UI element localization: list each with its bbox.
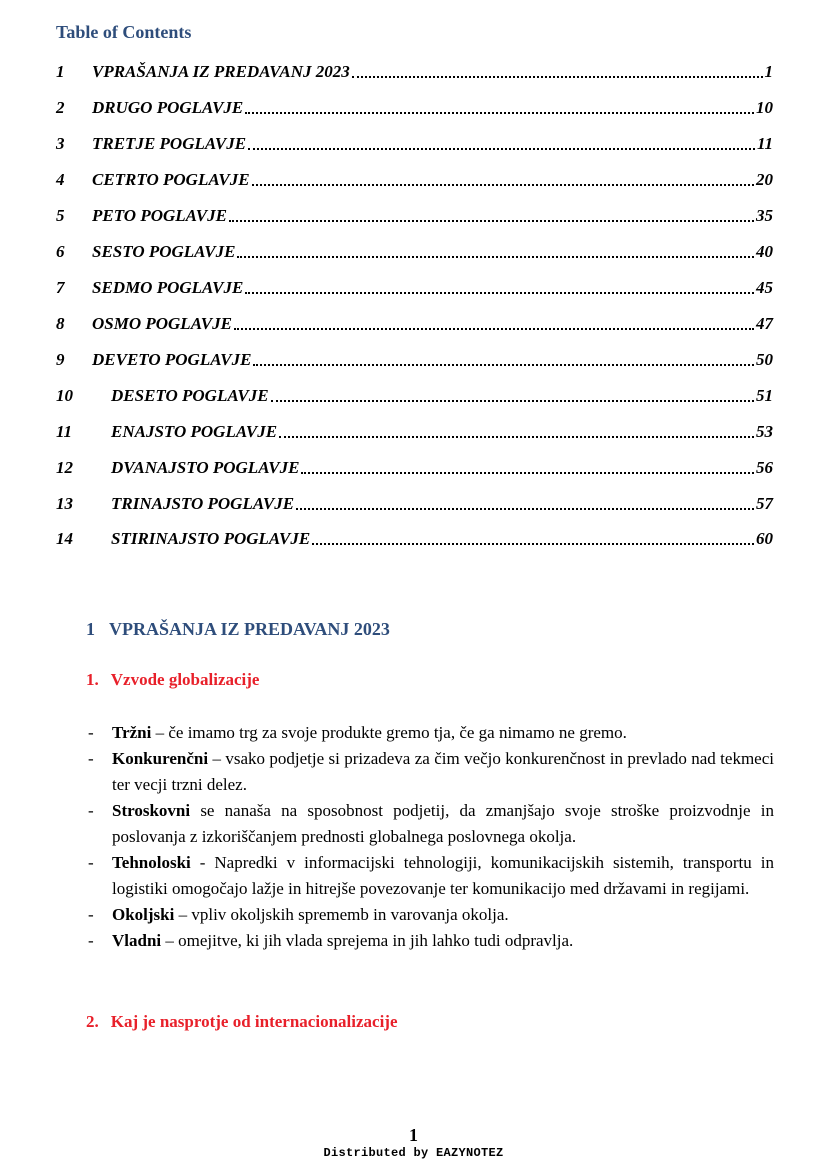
toc-entry-number: 1	[56, 62, 65, 81]
toc-dot-leader	[312, 542, 754, 545]
toc-entry-page: 50	[756, 350, 773, 369]
bullet-term: Okoljski	[112, 905, 175, 924]
toc-dot-leader	[252, 183, 754, 186]
toc-entry-page: 56	[756, 458, 773, 477]
toc-entry-number: 9	[56, 350, 65, 369]
toc-entry-page: 40	[756, 242, 773, 261]
toc-entry[interactable]	[56, 452, 773, 478]
toc-dot-leader	[237, 255, 754, 258]
toc-entry-number: 4	[56, 170, 65, 189]
page-number: 1	[409, 1125, 418, 1145]
toc-entry-label: PETO POGLAVJE	[92, 206, 227, 225]
section-title: VPRAŠANJA IZ PREDAVANJ 2023	[109, 619, 390, 639]
toc-entry-page: 45	[756, 278, 773, 297]
toc-entry[interactable]	[56, 416, 773, 442]
toc-entry-label: DVANAJSTO POGLAVJE	[111, 458, 300, 477]
bullet-term: Vladni	[112, 931, 162, 950]
toc-entry[interactable]	[56, 523, 773, 549]
toc-entry-page: 57	[756, 494, 773, 513]
question-text: Vzvode globalizacije	[110, 670, 260, 689]
question-number: 2.	[86, 1012, 99, 1031]
toc-entry-number: 12	[56, 458, 73, 477]
toc-entry-page: 35	[756, 206, 773, 225]
toc-entry[interactable]	[56, 488, 773, 514]
toc-dot-leader	[253, 363, 754, 366]
toc-entry[interactable]	[56, 236, 773, 262]
toc-entry-page: 60	[756, 529, 773, 548]
toc-dot-leader	[245, 111, 754, 114]
section-heading	[86, 619, 390, 640]
toc-dot-leader	[234, 327, 754, 330]
bullet-term: Tržni	[112, 723, 152, 742]
toc-entry-page: 11	[756, 134, 773, 153]
question-heading	[86, 670, 259, 690]
list-item	[86, 902, 774, 928]
toc-entry-page: 53	[756, 422, 773, 441]
bullet-text: – če imamo trg za svoje produkte gremo tja, če ga nimamo ne gremo.	[151, 723, 627, 742]
bullet-term: Stroskovni	[112, 801, 191, 820]
toc-dot-leader	[248, 147, 755, 150]
toc-entry-number: 3	[56, 134, 65, 153]
distributed-by-footer: Distributed by EAZYNOTEZ	[323, 1146, 504, 1160]
toc-entry-page: 47	[756, 314, 773, 333]
toc-entry[interactable]	[56, 200, 773, 226]
toc-entry-number: 5	[56, 206, 65, 225]
toc-entry-label: SESTO POGLAVJE	[92, 242, 236, 261]
bullet-text: – vpliv okoljskih sprememb in varovanja okolja.	[174, 905, 509, 924]
toc-entry[interactable]	[56, 92, 773, 118]
toc-entry[interactable]	[56, 308, 773, 334]
list-item	[86, 850, 774, 902]
question-text: Kaj je nasprotje od internacionalizacije	[110, 1012, 398, 1031]
toc-entry-number: 2	[56, 98, 65, 117]
toc-entry-label: DRUGO POGLAVJE	[92, 98, 244, 117]
toc-entry[interactable]	[56, 344, 773, 370]
toc-dot-leader	[245, 291, 754, 294]
toc-entry-number: 13	[56, 494, 73, 513]
toc-entry-label: DEVETO POGLAVJE	[92, 350, 252, 369]
toc-dot-leader	[279, 435, 754, 438]
toc-entry-label: SEDMO POGLAVJE	[92, 278, 244, 297]
bullet-text: – vsako podjetje si prizadeva za čim večjo konkurenčnost in prevlado nad tekmeci ter vecji trzni delez.	[112, 749, 774, 794]
toc-entry-label: CETRTO POGLAVJE	[92, 170, 250, 189]
toc-entry-number: 6	[56, 242, 65, 261]
toc-entry-number: 7	[56, 278, 65, 297]
toc-entry-page: 1	[764, 62, 773, 81]
bullet-text: – omejitve, ki jih vlada sprejema in jih lahko tudi odpravlja.	[161, 931, 574, 950]
toc-entry-number: 14	[56, 529, 73, 548]
toc-entry[interactable]	[56, 164, 773, 190]
list-item	[86, 798, 774, 850]
toc-entry-label: TRINAJSTO POGLAVJE	[111, 494, 295, 513]
toc-dot-leader	[352, 75, 763, 78]
toc-entry-page: 51	[756, 386, 773, 405]
toc-entry-page: 10	[756, 98, 773, 117]
bullet-text: - Napredki v informacijski tehnologiji, komunikacijskih sistemih, transportu in logistiki omogočajo lažje in hitrejše povezovanje ter komunikacijo med državami in regijami.	[112, 853, 774, 898]
toc-entry-label: ENAJSTO POGLAVJE	[111, 422, 278, 441]
bullet-text: se nanaša na sposobnost podjetij, da zmanjšajo svoje stroške proizvodnje in poslovanja z izkoriščanjem prednosti globalnega poslovnega okolja.	[112, 801, 774, 846]
bullet-term: Tehnoloski	[112, 853, 191, 872]
toc-dot-leader	[296, 507, 754, 510]
list-item	[86, 720, 774, 746]
section-number: 1	[86, 619, 95, 639]
bullet-term: Konkurenčni	[112, 749, 209, 768]
toc-entry-page: 20	[756, 170, 773, 189]
toc-entry-label: DESETO POGLAVJE	[111, 386, 269, 405]
toc-entry[interactable]	[56, 380, 773, 406]
toc-dot-leader	[271, 399, 754, 402]
toc-entry[interactable]	[56, 272, 773, 298]
bullet-list	[86, 720, 774, 954]
question-number: 1.	[86, 670, 99, 689]
question-heading	[86, 1012, 398, 1032]
toc-entry-label: STIRINAJSTO POGLAVJE	[111, 529, 311, 548]
toc-entry-number: 11	[56, 422, 73, 441]
list-item	[86, 746, 774, 798]
toc-entry[interactable]	[56, 56, 773, 82]
toc-dot-leader	[301, 471, 754, 474]
toc-entry-label: OSMO POGLAVJE	[92, 314, 232, 333]
toc-entry[interactable]	[56, 128, 773, 154]
toc-entry-number: 8	[56, 314, 65, 333]
toc-entry-number: 10	[56, 386, 73, 405]
toc-entry-label: VPRAŠANJA IZ PREDAVANJ 2023	[92, 62, 350, 81]
toc-title: Table of Contents	[56, 22, 192, 42]
toc-entry-label: TRETJE POGLAVJE	[92, 134, 247, 153]
toc-dot-leader	[229, 219, 754, 222]
list-item	[86, 928, 774, 954]
